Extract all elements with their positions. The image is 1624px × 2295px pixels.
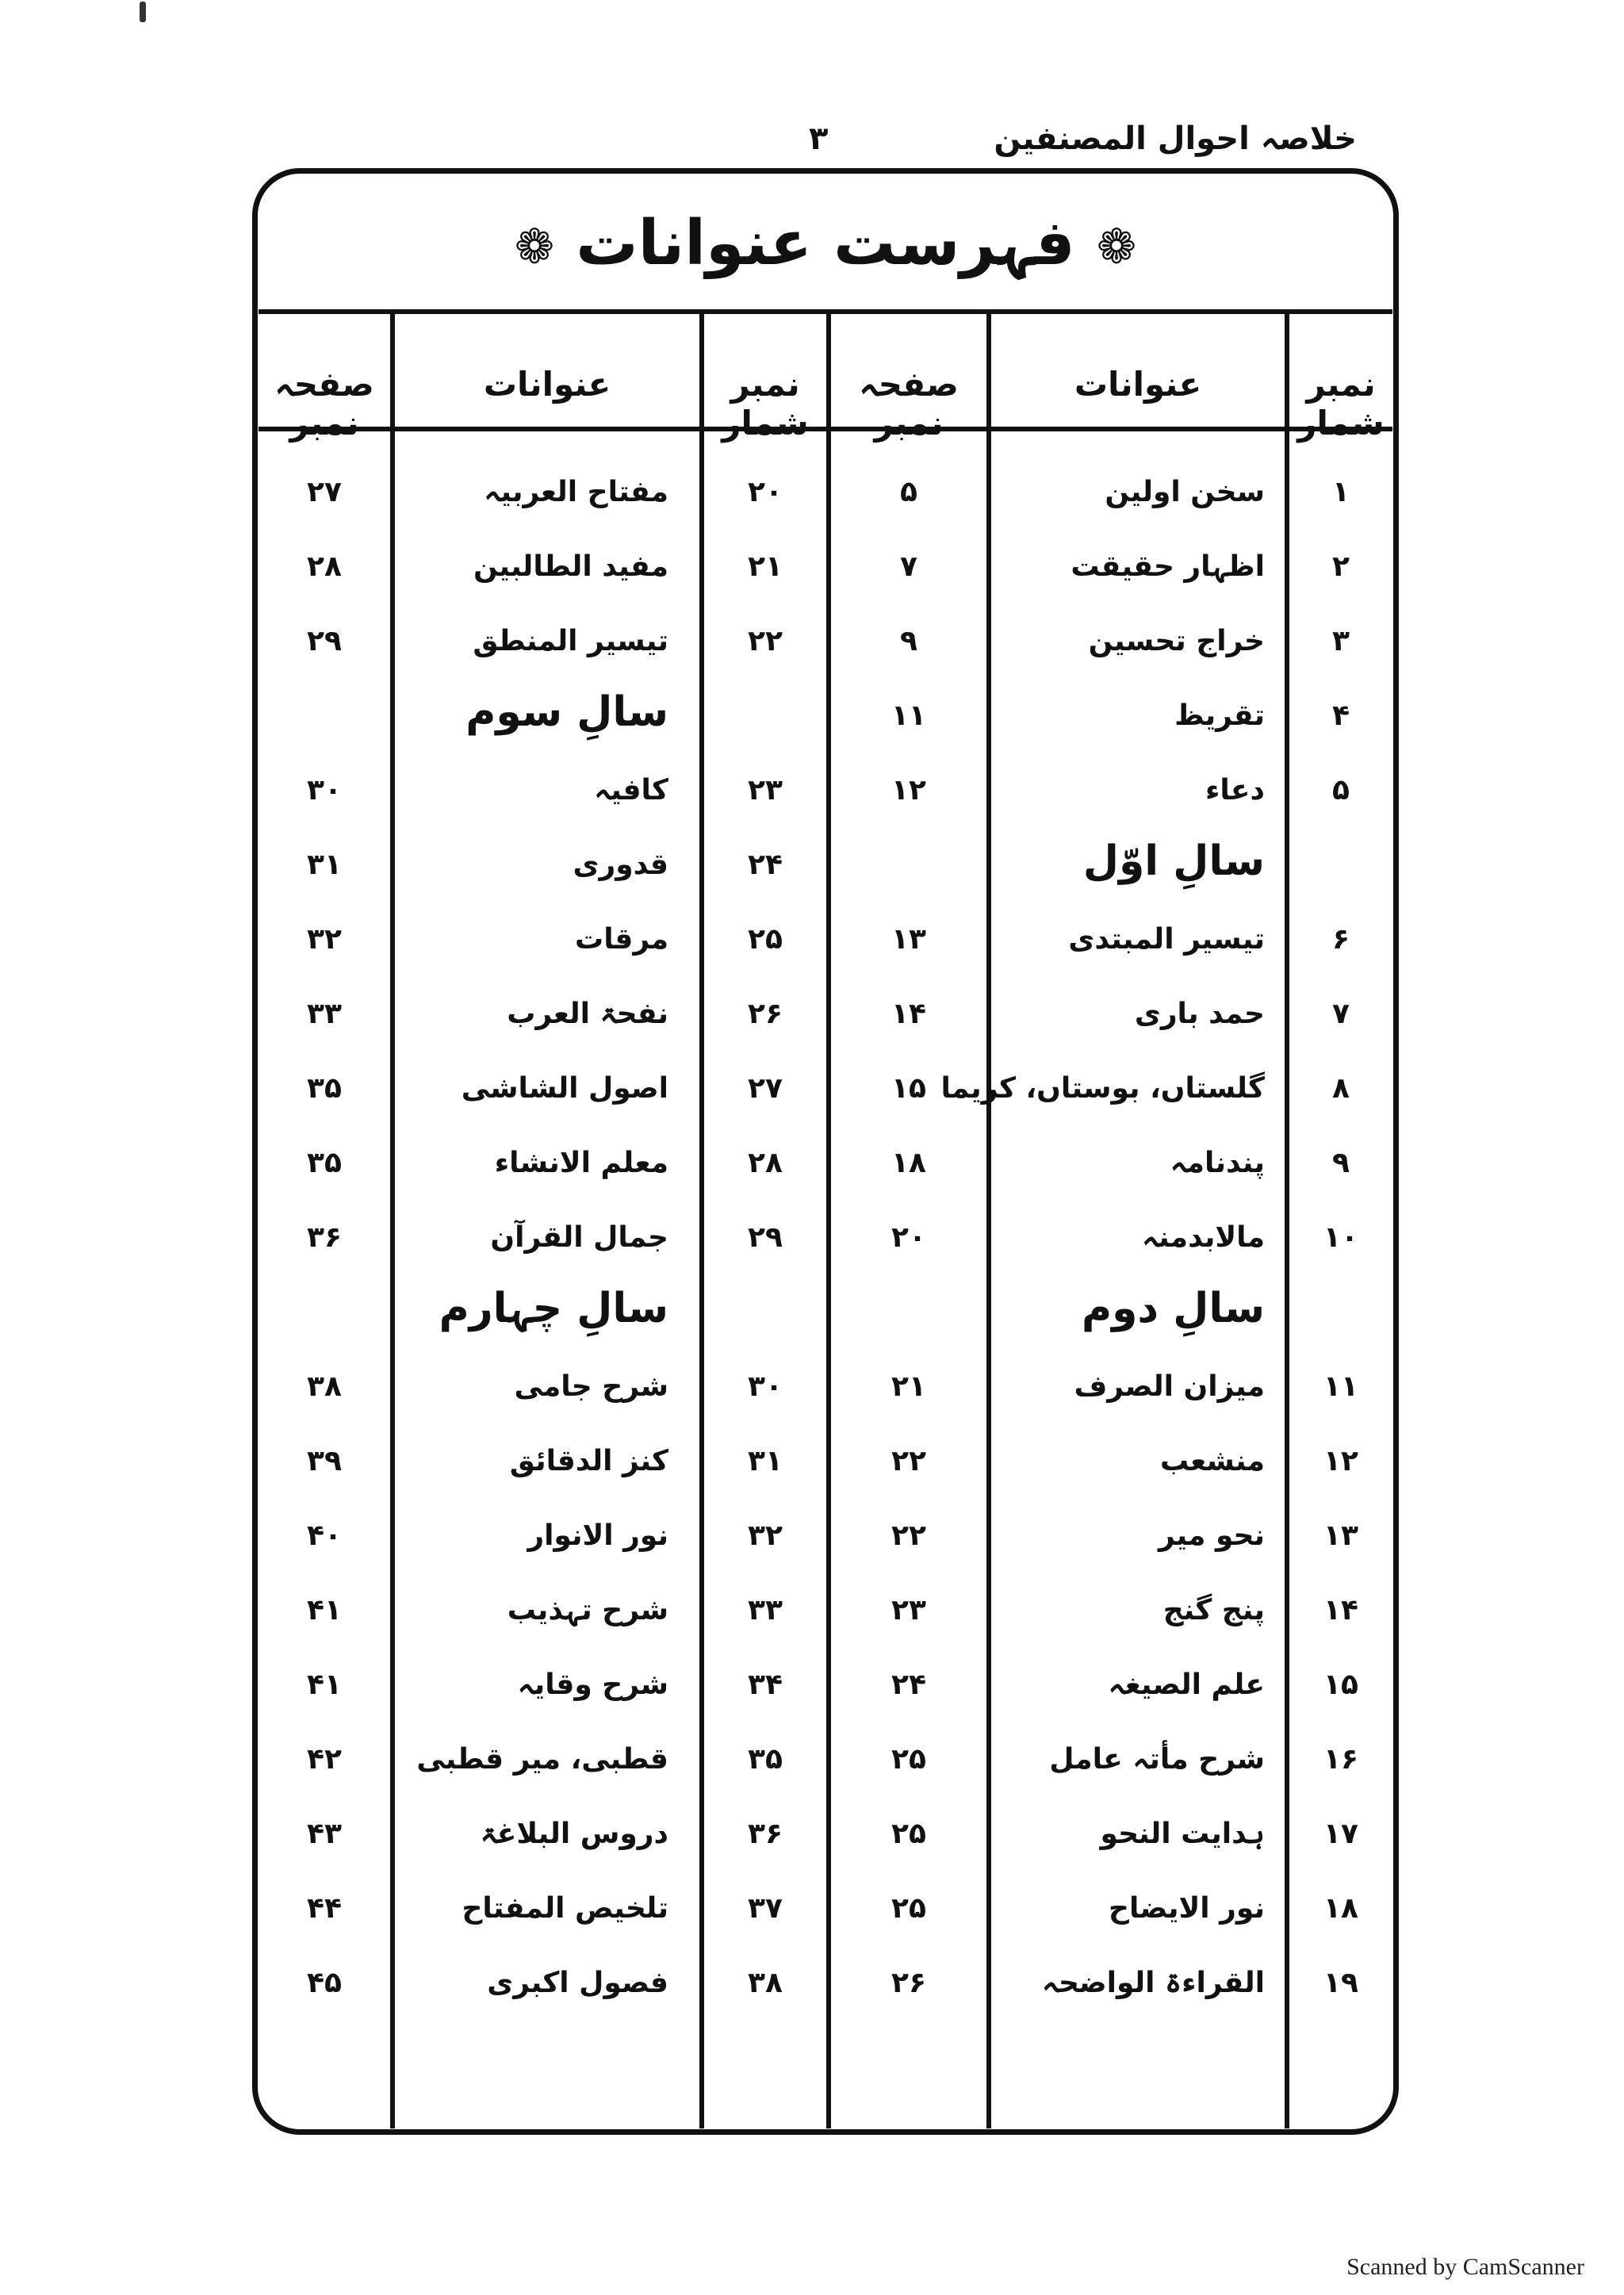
page-number-cell: ۳۳ — [307, 998, 342, 1030]
topic-title: خراج تحسین — [1088, 625, 1265, 657]
page-number-cell: ۴۰ — [307, 1519, 342, 1552]
topic-title: پندنامہ — [1170, 1147, 1265, 1179]
topic-title: تیسیر المنطق — [473, 625, 668, 657]
serial-number: ۳ — [1332, 625, 1350, 657]
page-number-cell: ۳۹ — [307, 1445, 342, 1477]
serial-number: ۲۲ — [748, 625, 783, 657]
topic-title: اصول الشاشی — [461, 1072, 668, 1105]
year-heading: سالِ سوم — [465, 688, 668, 736]
topic-title: حمد باری — [1134, 998, 1265, 1030]
serial-number: ۲۸ — [748, 1147, 783, 1179]
topic-title: اظہار حقیقت — [1071, 550, 1265, 583]
page-number-cell: ۱۲ — [891, 774, 926, 807]
page-number-cell: ۲۳ — [891, 1594, 926, 1626]
serial-number: ۳۷ — [748, 1892, 783, 1925]
serial-number: ۲۰ — [748, 476, 783, 508]
page-number-cell: ۷ — [900, 550, 917, 583]
serial-number: ۱۰ — [1323, 1221, 1358, 1254]
page-number-cell: ۱۸ — [891, 1147, 926, 1179]
serial-number: ۵ — [1332, 774, 1350, 807]
topic-title: شرح تہذیب — [507, 1594, 668, 1626]
serial-number: ۹ — [1332, 1147, 1350, 1179]
serial-number: ۳۲ — [748, 1519, 783, 1552]
topic-title: پنج گنج — [1162, 1594, 1265, 1626]
topic-title: میزان الصرف — [1074, 1370, 1265, 1403]
serial-number: ۶ — [1332, 923, 1350, 956]
page-number-cell: ۲۴ — [891, 1669, 926, 1701]
topic-title: قدوری — [573, 849, 668, 881]
column-divider — [986, 311, 991, 2128]
topic-title: مالابدمنہ — [1141, 1221, 1265, 1254]
serial-number: ۱ — [1332, 476, 1350, 508]
page-number-cell: ۹ — [900, 625, 917, 657]
topic-title: علم الصیغہ — [1108, 1669, 1265, 1701]
topic-title: مرقات — [575, 923, 668, 956]
page-number-cell: ۳۲ — [307, 923, 342, 956]
serial-number: ۳۳ — [748, 1594, 783, 1626]
page-number-cell: ۲۲ — [891, 1519, 926, 1552]
serial-number: ۳۰ — [748, 1370, 783, 1403]
page-number-cell: ۲۹ — [307, 625, 342, 657]
serial-number: ۱۳ — [1323, 1519, 1358, 1552]
title-divider — [259, 309, 1392, 314]
page-number-cell: ۲۲ — [891, 1445, 926, 1477]
header-serial: نمبر شمار — [722, 365, 809, 443]
page-number-cell: ۱۳ — [891, 923, 926, 956]
serial-number: ۱۲ — [1323, 1445, 1358, 1477]
page-number-cell: ۳۸ — [307, 1370, 342, 1403]
topic-title: القراءۃ الواضحہ — [1041, 1967, 1265, 1999]
topic-title: معلم الانشاء — [494, 1147, 668, 1179]
header-topics: عنوانات — [483, 365, 611, 404]
topic-title: تقریظ — [1174, 699, 1265, 732]
header-page: صفحہ نمبر — [859, 365, 959, 443]
serial-number: ۱۵ — [1323, 1669, 1358, 1701]
scanner-footer: Scanned by CamScanner — [1346, 2254, 1584, 2280]
page-number-cell: ۲۶ — [891, 1967, 926, 1999]
topic-title: تلخیص المفتاح — [462, 1892, 668, 1925]
running-title: خلاصہ احوال المصنفین — [994, 121, 1357, 157]
topic-title: نفحۃ العرب — [507, 998, 668, 1030]
topic-title: دروس البلاغۃ — [480, 1818, 668, 1850]
column-divider — [699, 311, 704, 2128]
index-title-text: فہرست عنوانات — [576, 208, 1075, 279]
column-divider — [826, 311, 831, 2128]
page-number-cell: ۴۱ — [307, 1669, 342, 1701]
header-page: صفحہ نمبر — [274, 365, 374, 443]
column-divider — [390, 311, 395, 2128]
page-number-cell: ۳۶ — [307, 1221, 342, 1254]
topic-title: نور الانوار — [527, 1519, 668, 1552]
serial-number: ۱۹ — [1323, 1967, 1358, 1999]
topic-title: مفتاح العربیہ — [484, 476, 668, 508]
serial-number: ۱۸ — [1323, 1892, 1358, 1925]
page-number-cell: ۳۱ — [307, 849, 342, 881]
page-number-cell: ۲۵ — [891, 1818, 926, 1850]
flower-ornament-icon: ❁ — [514, 219, 555, 275]
page-number-cell: ۲۰ — [891, 1221, 926, 1254]
topic-title: تیسیر المبتدی — [1068, 923, 1265, 956]
page-number-cell: ۱۱ — [891, 699, 926, 732]
serial-number: ۱۶ — [1323, 1743, 1358, 1776]
page-number-cell: ۴۵ — [307, 1967, 342, 1999]
index-title — [259, 208, 1392, 279]
serial-number: ۲۱ — [748, 550, 783, 583]
year-heading: سالِ چہارم — [439, 1285, 668, 1332]
serial-number: ۳۶ — [748, 1818, 783, 1850]
page-number-cell: ۱۴ — [891, 998, 926, 1030]
page-number-cell: ۴۴ — [307, 1892, 342, 1925]
title-box — [259, 176, 1392, 311]
topic-title: شرح وقایہ — [517, 1669, 668, 1701]
serial-number: ۳۵ — [748, 1743, 783, 1776]
serial-number: ۳۱ — [748, 1445, 783, 1477]
page-number-cell: ۳۰ — [307, 774, 342, 807]
year-heading: سالِ اوّل — [1082, 837, 1265, 885]
serial-number: ۱۱ — [1323, 1370, 1358, 1403]
serial-number: ۲۴ — [748, 849, 783, 881]
year-heading: سالِ دوم — [1081, 1285, 1265, 1332]
page-number-cell: ۴۲ — [307, 1743, 342, 1776]
column-divider — [1285, 311, 1289, 2128]
serial-number: ۲۶ — [748, 998, 783, 1030]
topic-title: کافیہ — [594, 774, 668, 807]
page-number-cell: ۴۳ — [307, 1818, 342, 1850]
serial-number: ۲۹ — [748, 1221, 783, 1254]
page-number-cell: ۲۵ — [891, 1892, 926, 1925]
serial-number: ۳۸ — [748, 1967, 783, 1999]
serial-number: ۱۴ — [1323, 1594, 1358, 1626]
topic-title: فصول اکبری — [487, 1967, 668, 1999]
page-number-cell: ۱۵ — [891, 1072, 926, 1105]
page-number: ۳ — [809, 121, 829, 157]
topic-title: نحو میر — [1159, 1519, 1265, 1552]
serial-number: ۱۷ — [1323, 1818, 1358, 1850]
page-number-cell: ۲۸ — [307, 550, 342, 583]
header-serial: نمبر شمار — [1297, 365, 1385, 443]
scan-speck — [140, 2, 146, 22]
topic-title: دعاء — [1205, 774, 1265, 807]
page-number-cell: ۴۱ — [307, 1594, 342, 1626]
page-number-cell: ۲۱ — [891, 1370, 926, 1403]
serial-number: ۲۵ — [748, 923, 783, 956]
topic-title: ہدایت النحو — [1100, 1818, 1265, 1850]
serial-number: ۷ — [1332, 998, 1350, 1030]
topic-title: مفید الطالبین — [473, 550, 668, 583]
topic-title: قطبی، میر قطبی — [416, 1743, 668, 1776]
topic-title: گلستاں، بوستاں، کریما — [940, 1072, 1265, 1105]
topic-title: منشعب — [1159, 1445, 1265, 1477]
page-number-cell: ۲۷ — [307, 476, 342, 508]
flower-ornament-icon: ❁ — [1096, 219, 1137, 275]
topic-title: نور الایضاح — [1109, 1892, 1265, 1925]
topic-title: شرح مأتہ عامل — [1049, 1743, 1265, 1776]
topic-title: شرح جامی — [514, 1370, 668, 1403]
topic-title: جمال القرآن — [490, 1221, 668, 1254]
serial-number: ۴ — [1332, 699, 1350, 732]
page-number-cell: ۵ — [900, 476, 917, 508]
page-number-cell: ۳۵ — [307, 1147, 342, 1179]
serial-number: ۸ — [1332, 1072, 1350, 1105]
topic-title: کنز الدقائق — [509, 1445, 668, 1477]
serial-number: ۲۳ — [748, 774, 783, 807]
serial-number: ۲۷ — [748, 1072, 783, 1105]
header-topics: عنوانات — [1074, 365, 1202, 404]
page-number-cell: ۳۵ — [307, 1072, 342, 1105]
serial-number: ۲ — [1332, 550, 1350, 583]
serial-number: ۳۴ — [748, 1669, 783, 1701]
page-number-cell: ۲۵ — [891, 1743, 926, 1776]
topic-title: سخن اولین — [1105, 476, 1265, 508]
